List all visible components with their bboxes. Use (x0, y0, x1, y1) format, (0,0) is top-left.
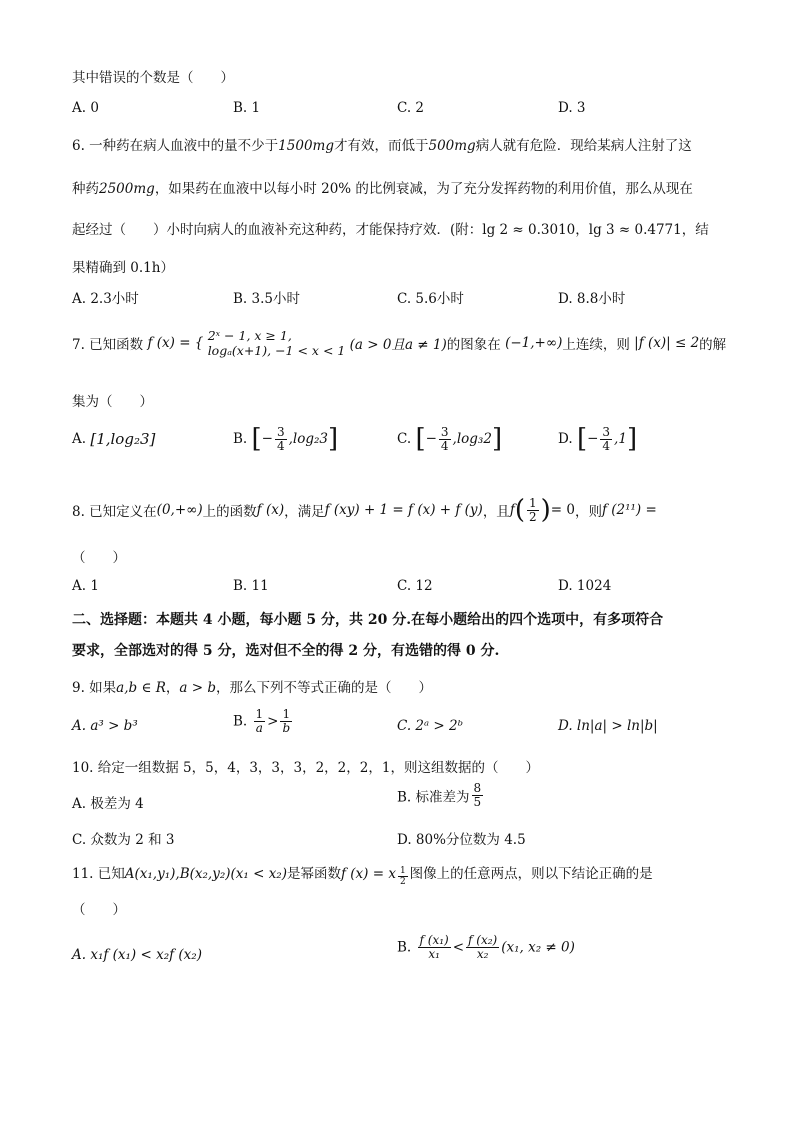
fraction: $\frac{1}{b}$ (282, 707, 291, 735)
q10-option-a: A. 极差为 4 (72, 796, 144, 812)
continuity-interval: (−1,+∞) (505, 335, 563, 351)
abs-inequality: |f (x)| ≤ 2 (634, 335, 700, 351)
q6-line-3: 起经过（ ）小时向病人的血液补充这种药，才能保持疗效．(附：lg 2 ≈ 0.3010，lg 3 ≈ 0.4771，结 (72, 222, 709, 238)
q7-function: f (x) = { (147, 335, 204, 351)
q11-points: A(x₁,y₁),B(x₂,y₂)(x₁ < x₂) (124, 866, 287, 882)
q8-option-c: C. 12 (397, 578, 433, 594)
fraction: $\frac{3}{4}$ (602, 424, 611, 453)
dose-2500: 2500mg (99, 181, 155, 197)
q10-option-d: D. 80%分位数为 4.5 (397, 832, 526, 848)
piece-1: 2ˣ − 1, x ≥ 1, (207, 328, 292, 343)
piece-2: logₐ(x+1), −1 < x < 1 (207, 343, 346, 358)
q10-stem: 10. 给定一组数据 5，5，4，3，3，3，2，2，2，1，则这组数据的（ ） (72, 760, 539, 776)
q8-line-1: 8. 已知定义在(0,+∞)上的函数f (x)，满足f (xy) + 1 = f (x) + f (y)，且f( $\frac{1}{2}$ )= 0，则f (2¹¹) = (72, 495, 657, 525)
fraction: $\frac{8}{5}$ (473, 781, 482, 809)
piecewise-definition (208, 328, 346, 358)
q7-option-b: B. [− $\frac{3}{4}$ ,log₂3] (233, 424, 339, 454)
dose-1500: 1500mg (278, 138, 334, 154)
lg2-value: lg 2 ≈ 0.3010 (482, 222, 576, 238)
functional-equation: f (xy) + 1 = f (x) + f (y) (324, 502, 483, 518)
q8-option-d: D. 1024 (558, 578, 612, 594)
section2-instructions-1: 二、选择题：本题共 4 小题，每小题 5 分，共 20 分.在每小题给出的四个选项中，有多项符合 (72, 612, 664, 628)
q5-option-a: A. 0 (72, 100, 99, 116)
q6-option-b: B. 3.5小时 (233, 291, 300, 307)
q9-option-d: D. ln|a| > ln|b| (558, 718, 658, 734)
dose-500: 500mg (428, 138, 476, 154)
q8-option-a: A. 1 (72, 578, 99, 594)
q9-option-a: A. a³ > b³ (72, 718, 138, 734)
lg3-value: lg 3 ≈ 0.4771 (588, 222, 682, 238)
q10-option-b: B. 标准差为 $\frac{8}{5}$ (397, 781, 482, 809)
section2-instructions-2: 要求，全部选对的得 5 分，选对但不全的得 2 分，有选错的得 0 分. (72, 643, 500, 659)
fraction: $\frac{3}{4}$ (276, 424, 285, 453)
q6-line-4: 果精确到 0.1h） (72, 260, 174, 276)
q8-domain: (0,+∞) (156, 502, 203, 518)
q5-option-b: B. 1 (233, 100, 261, 116)
q6-option-a: A. 2.3小时 (72, 291, 139, 307)
fraction: $\frac{1}{a}$ (255, 707, 264, 735)
q7-line-1: 7. 已知函数 f (x) = { 2ˣ − 1, x ≥ 1, logₐ(x+1), −1 < x < 1 (a > 0且a ≠ 1)的图象在 (−1,+∞)上连续，则 |f (x)| ≤ 2的解 (72, 328, 727, 358)
q7-option-a: A. [1,log₂3] (72, 430, 156, 448)
q7-option-d: D. [− $\frac{3}{4}$ ,1] (558, 424, 638, 454)
q7-option-c: C. [− $\frac{3}{4}$ ,log₃2] (397, 424, 503, 454)
q6-line-2: 种药2500mg，如果药在血液中以每小时 20% 的比例衰减，为了充分发挥药物的利用价值，那么从现在 (72, 181, 693, 197)
power-function: f (x) = x (340, 866, 396, 882)
q8-option-b: B. 11 (233, 578, 269, 594)
q5-stem-tail: 其中错误的个数是（ ） (72, 70, 234, 86)
q11-option-b: B. $\frac{\text{f (x₁)}}{\text{x₁}}$ < $\frac{\text{f (x₂)}}{\text{x₂}}$ (x₁, x₂ ≠ 0) (397, 933, 575, 961)
q6-option-d: D. 8.8小时 (558, 291, 626, 307)
fraction: $\frac{\text{f (x₁)}}{\text{x₁}}$ (419, 933, 449, 961)
fraction: $\frac{\text{f (x₂)}}{\text{x₂}}$ (468, 933, 498, 961)
q9-stem: 9. 如果a,b ∈ R，a > b，那么下列不等式正确的是（ ） (72, 680, 432, 696)
q8-target: f (2¹¹) = (601, 502, 657, 518)
q11-line-2: （ ） (72, 902, 126, 918)
q10-option-c: C. 众数为 2 和 3 (72, 832, 175, 848)
q5-option-c: C. 2 (397, 100, 425, 116)
exponent-fraction: $\frac{1}{2}$ (399, 865, 406, 887)
q7-line-2: 集为（ ） (72, 394, 153, 410)
fraction: $\frac{1}{2}$ (528, 495, 537, 524)
q8-line-2: （ ） (72, 550, 126, 566)
q6-line-1: 6. 一种药在病人血液中的量不少于1500mg才有效，而低于500mg病人就有危险．现给某病人注射了这 (72, 138, 692, 154)
q5-option-d: D. 3 (558, 100, 586, 116)
q9-option-b: B. $\frac{1}{a}$ > $\frac{1}{b}$ (233, 707, 291, 735)
base-condition: (a > 0且a ≠ 1) (349, 337, 447, 353)
q6-option-c: C. 5.6小时 (397, 291, 464, 307)
q11-stem: 11. 已知A(x₁,y₁),B(x₂,y₂)(x₁ < x₂)是幂函数f (x) = x $\frac{1}{2}$ 图像上的任意两点，则以下结论正确的是 (72, 865, 653, 887)
q11-option-a: A. x₁f (x₁) < x₂f (x₂) (72, 947, 202, 963)
q9-option-c: C. 2ᵃ > 2ᵇ (397, 718, 463, 734)
fraction: $\frac{3}{4}$ (440, 424, 449, 453)
